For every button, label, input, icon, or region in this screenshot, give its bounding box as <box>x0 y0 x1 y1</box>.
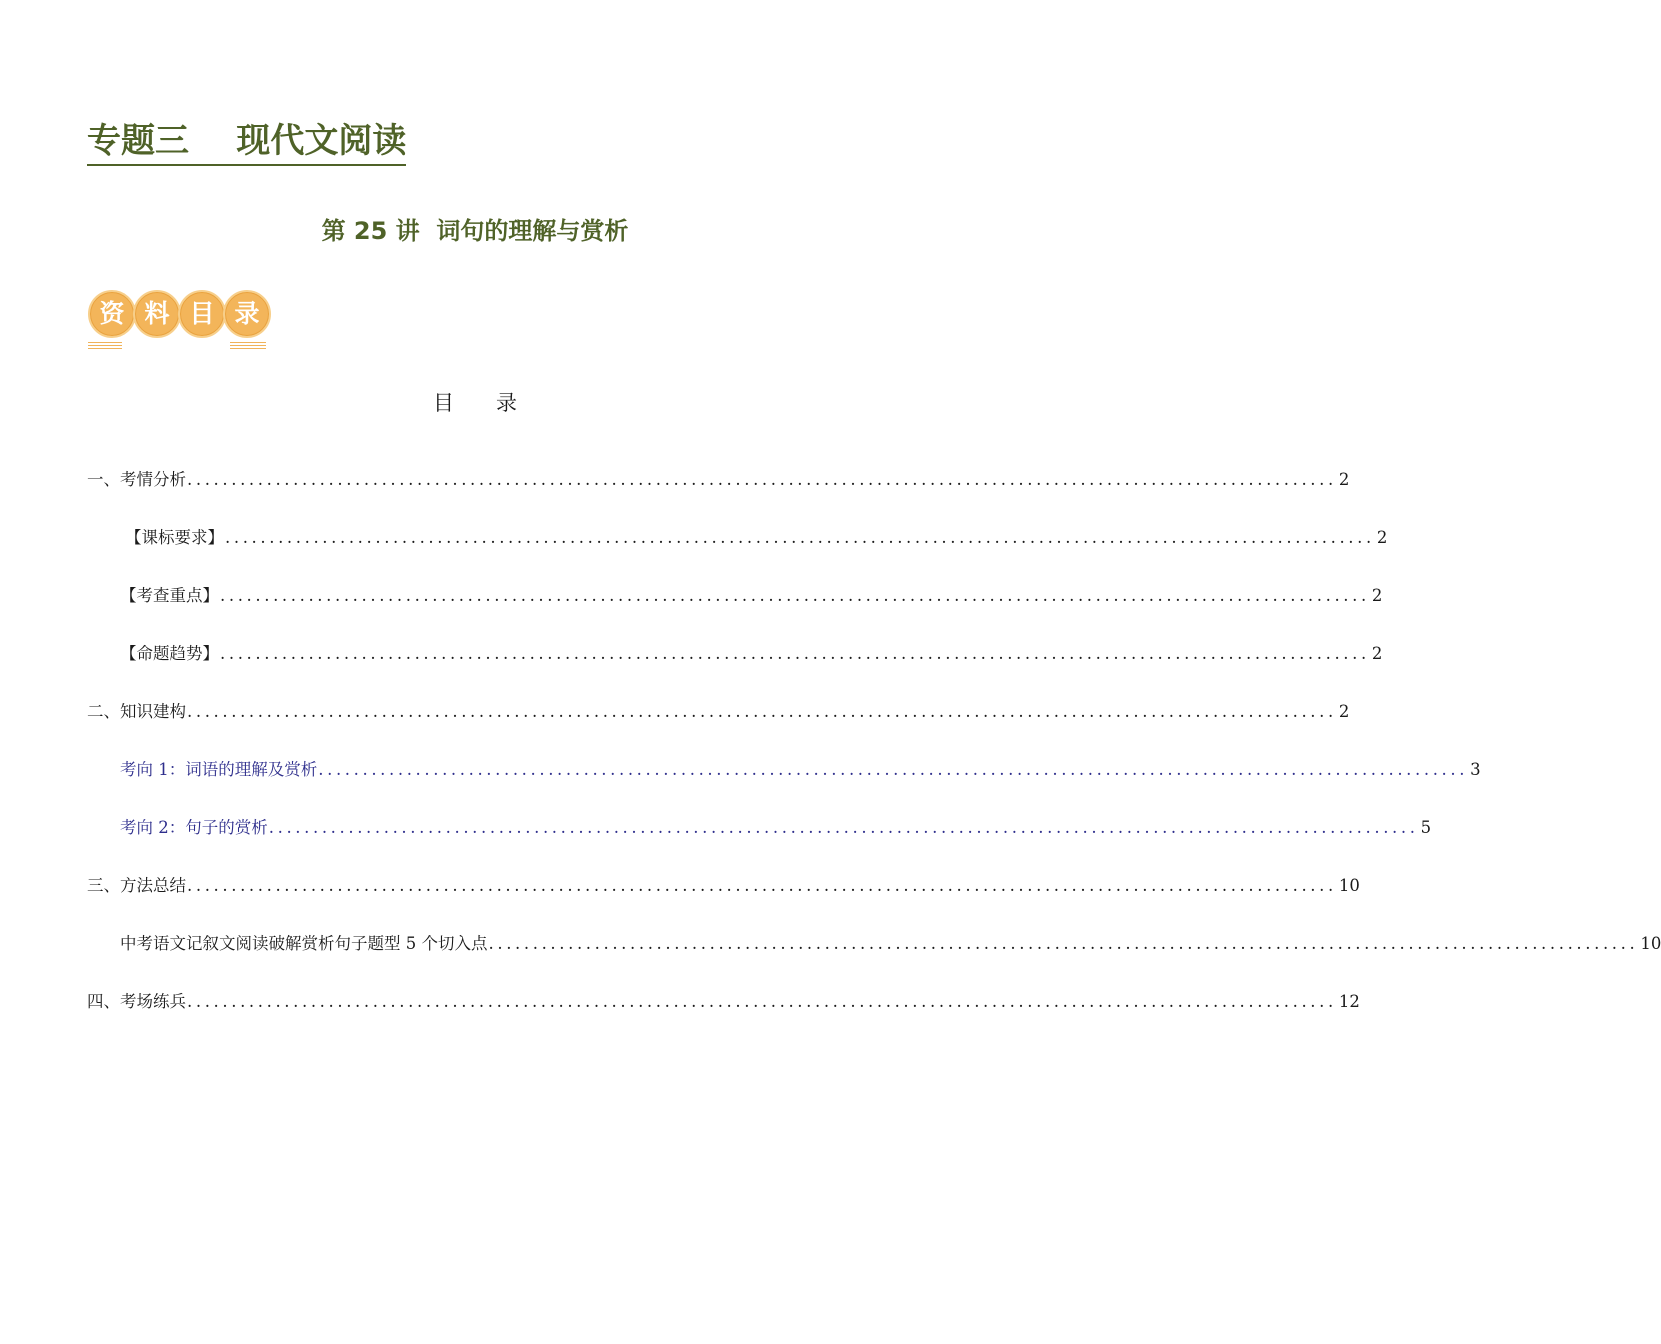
toc-leader: .................................................................................................................................. <box>187 992 1337 1011</box>
toc-leader: .................................................................................................................................. <box>220 644 1370 663</box>
badge-underline <box>88 348 122 349</box>
toc-entry-label: 三、方法总结 <box>87 876 186 895</box>
toc-entry-label: 【考查重点】 <box>120 586 219 605</box>
toc-leader: .................................................................................................................................. <box>187 470 1337 489</box>
toc-leader: .................................................................................................................................. <box>268 818 1419 837</box>
badge-char-1: 资 <box>88 290 136 338</box>
toc-heading <box>0 388 950 418</box>
toc-leader: .................................................................................................................................. <box>187 702 1337 721</box>
badge-underline <box>88 345 122 346</box>
toc-leader: .................................................................................................................................. <box>488 934 1639 953</box>
badge-char-3: 目 <box>178 290 226 338</box>
toc-entry[interactable] <box>87 698 1350 724</box>
badge-char-4: 录 <box>223 290 271 338</box>
lecture-title: 第 25 讲 词句的理解与赏析 <box>321 217 629 245</box>
toc-entry-page: 10 <box>1338 876 1360 895</box>
toc-heading-char: 录 <box>496 391 517 415</box>
topic-title: 专题三 现代文阅读 <box>87 118 406 166</box>
toc-entry[interactable] <box>120 582 1383 608</box>
toc-leader: .................................................................................................................................. <box>225 528 1375 547</box>
toc-entry-label: 考向 1：词语的理解及赏析 <box>120 760 318 779</box>
toc-entry[interactable] <box>87 466 1350 492</box>
toc-leader: .................................................................................................................................. <box>187 876 1337 895</box>
toc-entry-page: 10 <box>1640 934 1661 953</box>
toc-heading-char: 目 <box>433 391 454 415</box>
badge-underline <box>88 342 122 343</box>
toc-entry-page: 2 <box>1371 586 1383 605</box>
toc-entry[interactable] <box>87 872 1360 898</box>
toc-entry[interactable] <box>125 524 1388 550</box>
toc-entry[interactable] <box>87 988 1360 1014</box>
toc-entry-page: 12 <box>1338 992 1360 1011</box>
contents-badge <box>88 288 272 354</box>
badge-underline <box>230 348 266 349</box>
toc-entry[interactable] <box>120 640 1383 666</box>
toc-entry-label: 四、考场练兵 <box>87 992 186 1011</box>
badge-underline <box>230 345 266 346</box>
toc-entry-page: 2 <box>1371 644 1383 663</box>
toc-entry-page: 3 <box>1470 760 1481 779</box>
badge-char-2: 料 <box>133 290 181 338</box>
toc-entry-label: 一、考情分析 <box>87 470 186 489</box>
toc-leader: .................................................................................................................................. <box>318 760 1469 779</box>
toc-entry-label: 【命题趋势】 <box>120 644 219 663</box>
toc-entry-label: 二、知识建构 <box>87 702 186 721</box>
toc-entry-label: 中考语文记叙文阅读破解赏析句子题型 5 个切入点 <box>120 934 488 953</box>
toc-entry[interactable] <box>120 756 1481 782</box>
toc-entry-label: 【课标要求】 <box>125 528 224 547</box>
toc-entry[interactable] <box>120 814 1432 840</box>
badge-underline <box>230 342 266 343</box>
toc-entry-page: 5 <box>1420 818 1432 837</box>
toc-entry[interactable] <box>120 930 1661 956</box>
toc-entry-page: 2 <box>1376 528 1388 547</box>
toc-entry-label: 考向 2：句子的赏析 <box>120 818 268 837</box>
toc-entry-page: 2 <box>1338 702 1350 721</box>
toc-entry-page: 2 <box>1338 470 1350 489</box>
toc-leader: .................................................................................................................................. <box>220 586 1370 605</box>
